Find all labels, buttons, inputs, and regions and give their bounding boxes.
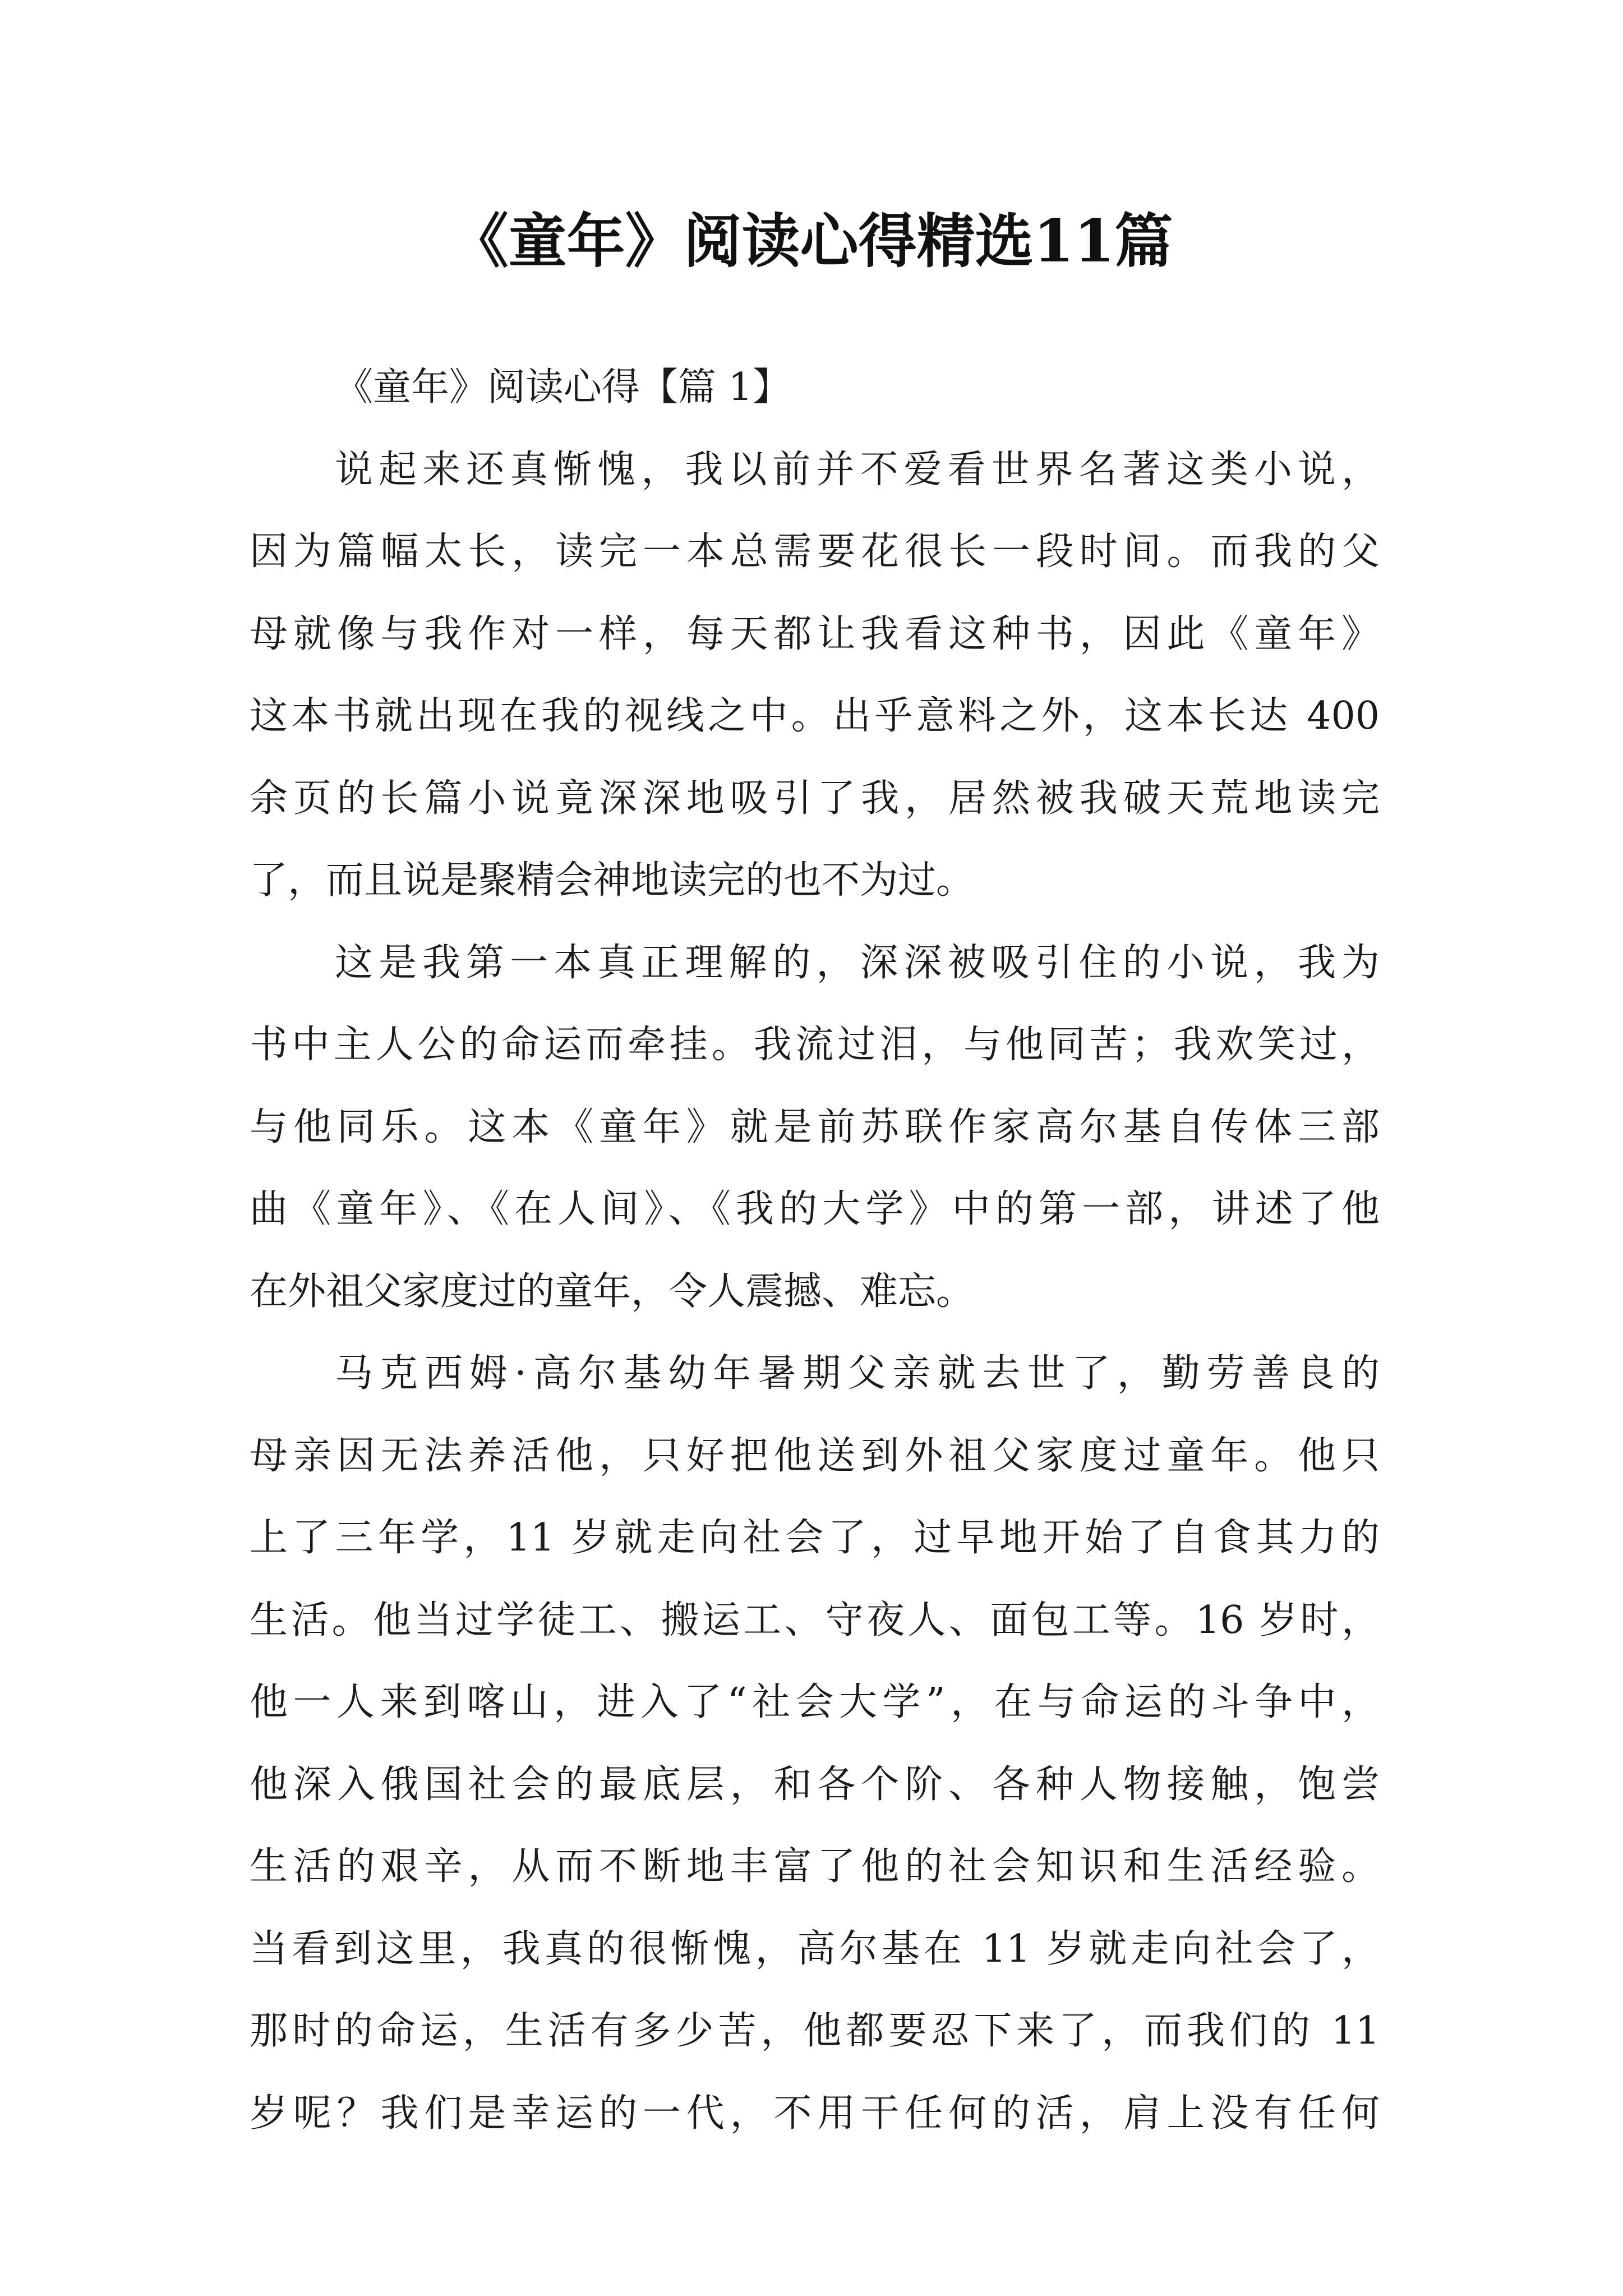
- paragraph-line: 因为篇幅太长，读完一本总需要花很长一段时间。而我的父: [250, 530, 1380, 574]
- paragraph-line: 曲《童年》、《在人间》、《我的大学》中的第一部，讲述了他: [250, 1187, 1380, 1231]
- paragraph-line: 说起来还真惭愧，我以前并不爱看世界名著这类小说，: [335, 447, 1380, 492]
- paragraph-line: 余页的长篇小说竟深深地吸引了我，居然被我破天荒地读完: [250, 776, 1380, 821]
- paragraph-line: 他一人来到喀山，进入了“社会大学”，在与命运的斗争中，: [250, 1680, 1380, 1724]
- paragraph-line: 母亲因无法养活他，只好把他送到外祖父家度过童年。他只: [250, 1433, 1380, 1478]
- paragraph-1: [250, 429, 1380, 922]
- paragraph-line: 了，而且说是聚精会神地读完的也不为过。: [250, 858, 975, 903]
- paragraph-line: 在外祖父家度过的童年，令人震撼、难忘。: [250, 1269, 975, 1314]
- paragraph-line: 岁呢？我们是幸运的一代，不用干任何的活，肩上没有任何: [250, 2091, 1380, 2136]
- section-heading: 《童年》阅读心得【篇 1】: [335, 365, 791, 409]
- paragraph-line: 母就像与我作对一样，每天都让我看这种书，因此《童年》: [250, 611, 1380, 656]
- paragraph-line: 这本书就出现在我的视线之中。出乎意料之外，这本长达 400: [250, 694, 1380, 738]
- paragraph-2: [250, 922, 1380, 1333]
- paragraph-line: 这是我第一本真正理解的，深深被吸引住的小说，我为: [335, 940, 1380, 985]
- paragraph-line: 书中主人公的命运而牵挂。我流过泪，与他同苦；我欢笑过，: [250, 1023, 1380, 1067]
- paragraph-line: 他深入俄国社会的最底层，和各个阶、各种人物接触，饱尝: [250, 1762, 1380, 1807]
- paragraph-line: 那时的命运，生活有多少苦，他都要忍下来了，而我们的 11: [250, 2009, 1380, 2053]
- document-title: 《童年》阅读心得精选11篇: [450, 206, 1173, 275]
- paragraph-line: 生活。他当过学徒工、搬运工、守夜人、面包工等。16 岁时，: [250, 1598, 1380, 1642]
- paragraph-line: 马克西姆·高尔基幼年暑期父亲就去世了，勤劳善良的: [335, 1351, 1380, 1396]
- paragraph-line: 与他同乐。这本《童年》就是前苏联作家高尔基自传体三部: [250, 1105, 1380, 1149]
- paragraph-3: [250, 1333, 1380, 2155]
- paragraph-line: 当看到这里，我真的很惭愧，高尔基在 11 岁就走向社会了，: [250, 1926, 1380, 1971]
- document-body: [250, 347, 1380, 2155]
- paragraph-line: 上了三年学，11 岁就走向社会了，过早地开始了自食其力的: [250, 1516, 1380, 1560]
- paragraph-line: 生活的艰辛，从而不断地丰富了他的社会知识和生活经验。: [250, 1844, 1380, 1889]
